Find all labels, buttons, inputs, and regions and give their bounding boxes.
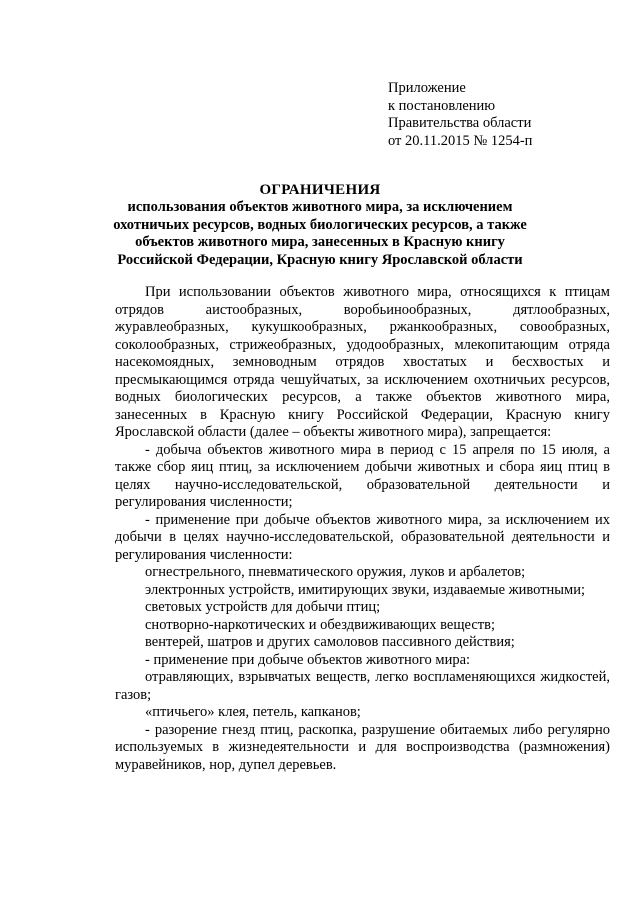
- appendix-line-1: Приложение: [388, 80, 466, 96]
- document-title: ОГРАНИЧЕНИЯ: [259, 182, 381, 198]
- list-item-2: - применение при добыче объектов животного мира, за исключением их добычи в целях научно-исследовательской, образовательной деятельности и регулирования численности:: [115, 511, 610, 563]
- list-subitem-3b: «птичьего» клея, петель, капканов;: [145, 704, 361, 720]
- list-item-1: - добыча объектов животного мира в период с 15 апреля по 15 июля, а также сбор яиц птиц, за исключением добычи животных и сбора яиц птиц в целях научно-исследовательской, образовательной деятельности и регулирования численности;: [115, 441, 610, 510]
- list-subitem-2e: вентерей, шатров и других самоловов пассивного действия;: [145, 634, 515, 650]
- list-subitem-2a: огнестрельного, пневматического оружия, луков и арбалетов;: [145, 564, 526, 580]
- list-item-3: - применение при добыче объектов животного мира:: [145, 651, 471, 668]
- appendix-line-3: Правительства области: [388, 115, 532, 131]
- list-subitem-2c: световых устройств для добычи птиц;: [145, 599, 381, 615]
- appendix-line-2: к постановлению: [388, 97, 496, 114]
- appendix-header: [388, 80, 532, 150]
- list-subitem-2b: электронных устройств, имитирующих звуки, издаваемые животными;: [145, 581, 586, 598]
- list-subitem-2d: снотворно-наркотических и обездвиживающих веществ;: [145, 616, 495, 633]
- document-heading: [100, 181, 540, 269]
- list-subitem-3a: отравляющих, взрывчатых веществ, легко воспламеняющихся жидкостей, газов;: [115, 669, 610, 703]
- paragraph-intro: При использовании объектов животного мира, относящихся к птицам отрядов аистообразных, воробьинообразных, дятлообразных, журавлеобразных, кукушкообразных, ржанкообразных, совообразных, соколообразных, стрижеобразных, удодообразных, млекопитающим отряда насекомоядных, земноводным отрядов хвостатых и бесхвостых и пресмыкающимся отряда чешуйчатых, за исключением охотничьих ресурсов, водных биологических ресурсов, а также объектов животного мира, занесенных в Красную книгу Российской Федерации, Красную книгу Ярославской области (далее – объекты животного мира), запрещается:: [115, 284, 610, 440]
- document-subtitle: использования объектов животного мира, за исключением охотничьих ресурсов, водных биологических ресурсов, а также объектов животного мира, занесенных в Красную книгу Российской Федерации, Красную книгу Ярославской области: [113, 199, 527, 268]
- document-body: [115, 284, 610, 774]
- list-item-4: - разорение гнезд птиц, раскопка, разрушение обитаемых либо регулярно используемых в жизнедеятельности и для воспроизводства (размножения) муравейников, нор, дупел деревьев.: [115, 721, 610, 773]
- appendix-line-4: от 20.11.2015 № 1254-п: [388, 132, 533, 149]
